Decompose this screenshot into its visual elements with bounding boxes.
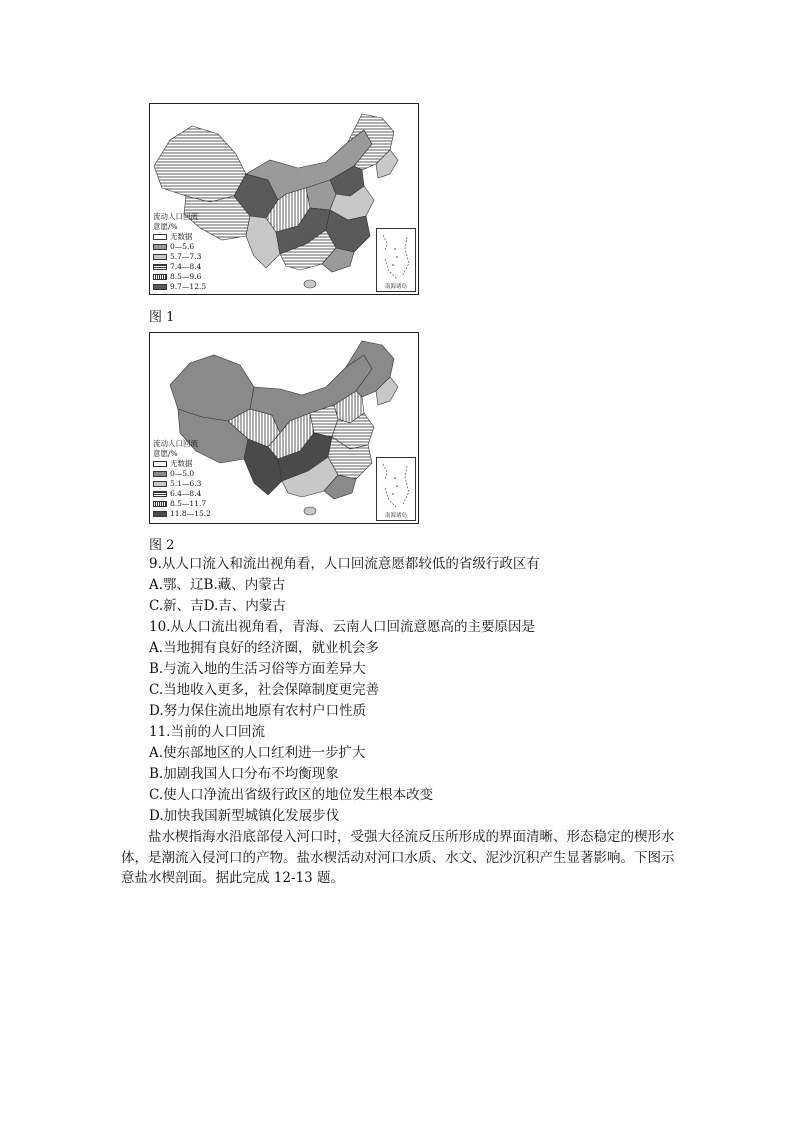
figure1-map — [149, 103, 419, 295]
figure1-legend-item: 8.5—9.6 — [153, 272, 206, 282]
question-10-option-b: B.与流入地的生活习俗等方面差异大 — [149, 661, 366, 677]
figure1-legend-item: 0—5.6 — [153, 242, 206, 252]
figure2-legend-item: 0—5.0 — [153, 469, 211, 479]
question-11-option-d: D.加快我国新型城镇化发展步伐 — [149, 808, 340, 824]
figure2-inset-label: 南海诸岛 — [384, 513, 407, 519]
figure2-legend-item: 无数据 — [153, 459, 211, 469]
question-9-stem: 9.从人口流入和流出视角看，人口回流意愿都较低的省级行政区有 — [149, 556, 540, 572]
question-11-option-a: A.使东部地区的人口红利进一步扩大 — [149, 745, 366, 761]
salt-wedge-intro-paragraph: 盐水楔指海水沿底部侵入河口时，受强大径流反压所形成的界面清晰、形态稳定的楔形水体，是潮流入侵河口的产物。盐水楔活动对河口水质、水文、泥沙沉积产生显著影响。下图示意盐水楔剖面。据此完成 12-13 题。 — [121, 829, 675, 886]
figure2-caption: 图 2 — [149, 538, 175, 553]
question-9-options-cd: C.新、吉D.吉、内蒙古 — [149, 598, 286, 614]
figure1-legend — [153, 212, 206, 292]
figure1-legend-item: 5.7—7.3 — [153, 252, 206, 262]
figure1-legend-item: 7.4—8.4 — [153, 262, 206, 272]
figure1-caption: 图 1 — [149, 310, 175, 325]
figure1-legend-item: 9.7—12.5 — [153, 282, 206, 292]
question-10-option-a: A.当地拥有良好的经济圈，就业机会多 — [149, 640, 380, 656]
figure2-legend-item: 6.4—8.4 — [153, 489, 211, 499]
figure2-inset-islands — [377, 458, 415, 512]
question-10-stem: 10.从人口流出视角看，青海、云南人口回流意愿高的主要原因是 — [149, 619, 535, 635]
figure2-legend-title: 流动人口回流意愿/% — [153, 439, 198, 458]
figure2-legend-item: 8.5—11.7 — [153, 499, 211, 509]
question-10-option-d: D.努力保住流出地原有农村户口性质 — [149, 703, 367, 719]
figure2-south-china-sea-inset — [376, 457, 416, 521]
figure1-legend-item: 无数据 — [153, 232, 206, 242]
question-11-option-b: B.加剧我国人口分布不均衡现象 — [149, 766, 339, 782]
figure1-south-china-sea-inset — [376, 228, 416, 292]
figure1-legend-title: 流动人口回流意愿/% — [153, 212, 198, 231]
figure2-map — [149, 332, 419, 524]
question-11-stem: 11.当前的人口回流 — [149, 724, 265, 740]
question-11-option-c: C.使人口净流出省级行政区的地位发生根本改变 — [149, 787, 434, 803]
figure2-legend-item: 5.1—6.3 — [153, 479, 211, 489]
question-10-option-c: C.当地收入更多，社会保障制度更完善 — [149, 682, 380, 698]
figure1-inset-label: 南海诸岛 — [384, 284, 407, 290]
figure2-legend-item: 11.8—15.2 — [153, 509, 211, 519]
question-9-options-ab: A.鄂、辽B.藏、内蒙古 — [149, 577, 286, 593]
figure1-inset-islands — [377, 229, 415, 283]
figure2-legend — [153, 439, 211, 519]
